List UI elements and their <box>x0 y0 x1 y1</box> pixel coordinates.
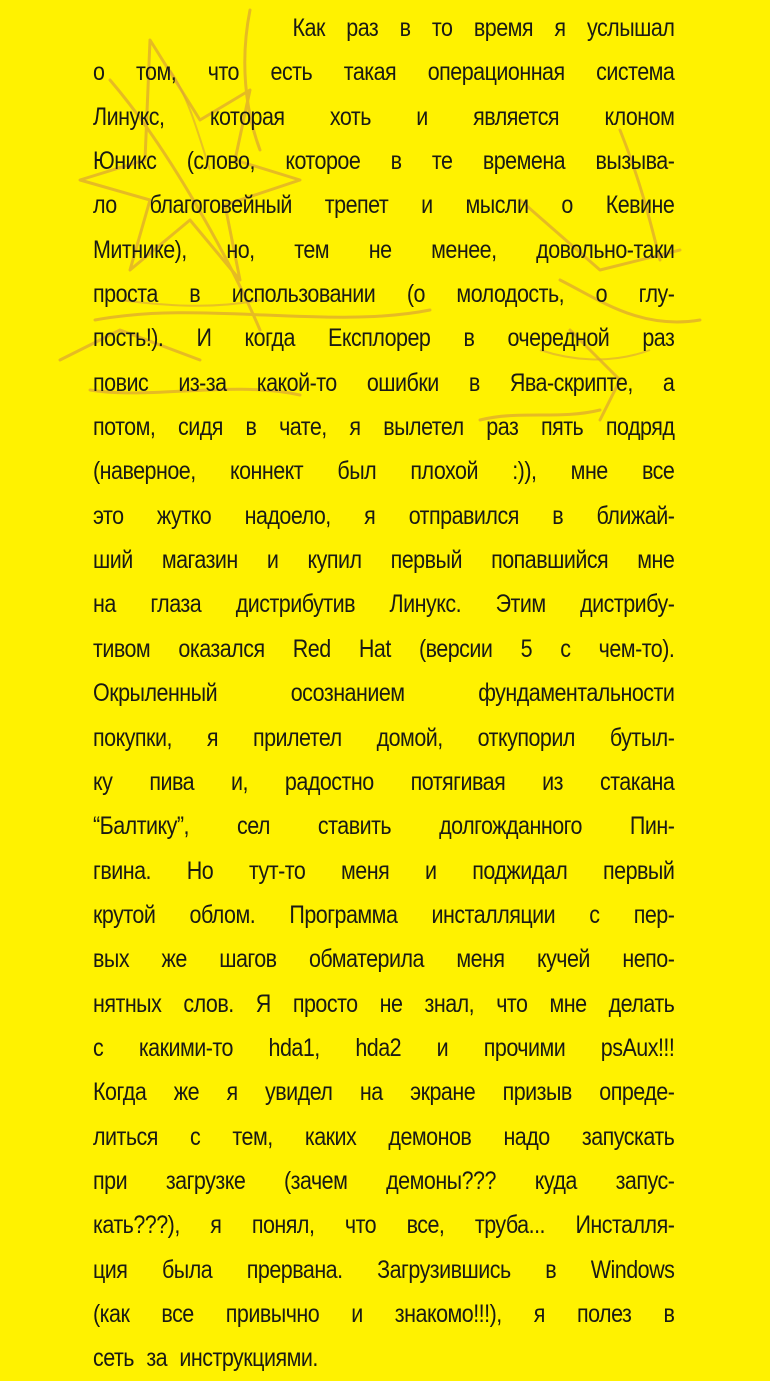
text-line: кать???), я понял, что все, труба... Инсталля- <box>93 1211 675 1240</box>
text-line: проста в использовании (о молодость, о глу- <box>93 280 675 309</box>
text-line: крутой облом. Программа инсталляции с пер- <box>93 900 675 929</box>
text-line: нятных слов. Я просто не знал, что мне делать <box>93 989 675 1018</box>
text-line: это жутко надоело, я отправился в ближай- <box>93 501 675 530</box>
text-line: на глаза дистрибутив Линукс. Этим дистрибу- <box>93 590 675 619</box>
article-text <box>93 6 675 1381</box>
text-line: тивом оказался Red Hat (версии 5 с чем-то). <box>93 634 675 663</box>
text-line: (наверное, коннект был плохой :)), мне все <box>93 457 675 486</box>
text-line: Юникс (слово, которое в те времена вызыва- <box>93 147 675 176</box>
text-line: о том, что есть такая операционная система <box>93 58 675 87</box>
text-line: ция была прервана. Загрузившись в Windows <box>93 1255 675 1284</box>
text-line: пость!). И когда Експлорер в очередной раз <box>93 324 675 353</box>
text-line: сеть за инструкциями. <box>93 1344 318 1373</box>
text-line: повис из-за какой-то ошибки в Ява-скрипте, а <box>93 368 675 397</box>
text-line: ший магазин и купил первый попавшийся мне <box>93 546 675 575</box>
text-line: Митнике), но, тем не менее, довольно-таки <box>93 235 675 264</box>
text-line: ло благоговейный трепет и мысли о Кевине <box>93 191 675 220</box>
text-line: (как все привычно и знакомо!!!), я полез в <box>93 1299 675 1328</box>
text-line: Линукс, которая хоть и является клоном <box>93 102 675 131</box>
text-line: при загрузке (зачем демоны??? куда запус- <box>93 1166 675 1195</box>
text-line: с какими-то hda1, hda2 и прочими psAux!!! <box>93 1033 675 1062</box>
text-line: Когда же я увидел на экране призыв опреде- <box>93 1078 675 1107</box>
text-line: ку пива и, радостно потягивая из стакана <box>93 767 675 796</box>
text-line: гвина. Но тут-то меня и поджидал первый <box>93 856 675 885</box>
text-line: “Балтику”, сел ставить долгожданного Пин- <box>93 812 675 841</box>
text-line: Окрыленный осознанием фундаментальности <box>93 679 675 708</box>
text-line: вых же шагов обматерила меня кучей непо- <box>93 945 675 974</box>
text-line: потом, сидя в чате, я вылетел раз пять подряд <box>93 413 675 442</box>
text-line: покупки, я прилетел домой, откупорил бутыл- <box>93 723 675 752</box>
text-line: литься с тем, каких демонов надо запускать <box>93 1122 675 1151</box>
text-line: Как раз в то время я услышал <box>292 14 675 42</box>
